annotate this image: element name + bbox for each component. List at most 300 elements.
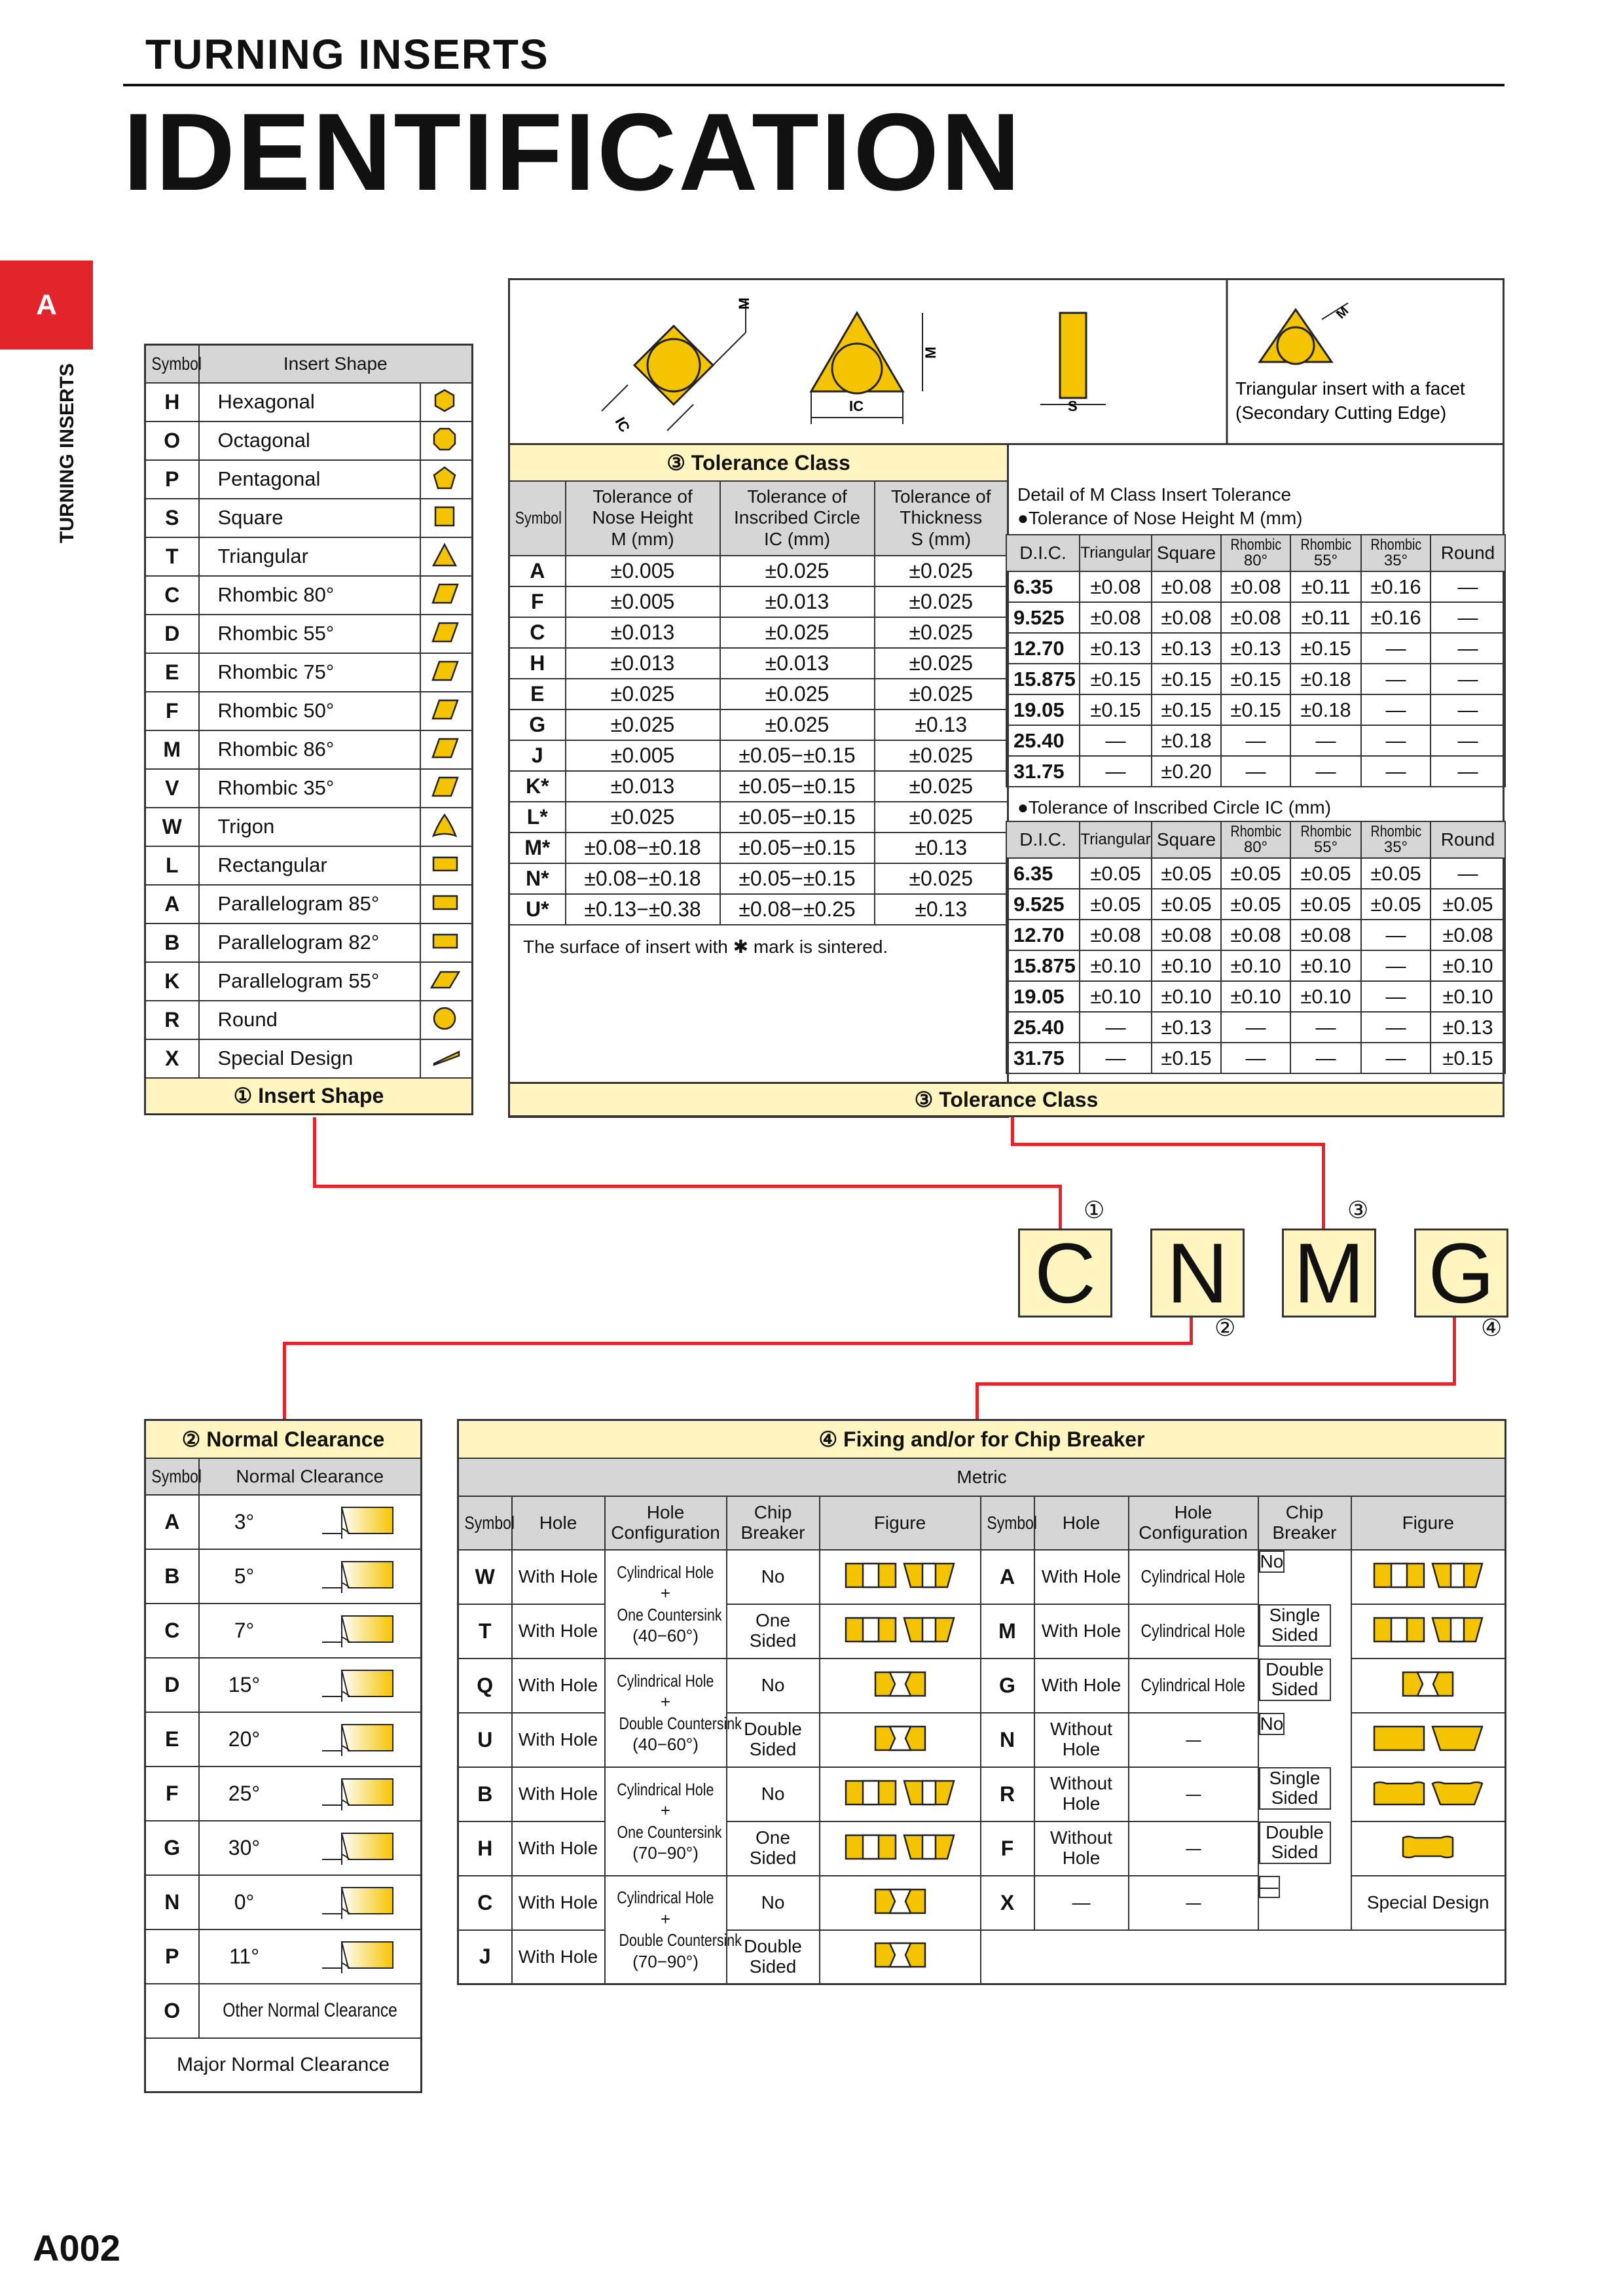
shape-symbol: K	[145, 962, 199, 1001]
fixing-chip-breaker: One Sided	[727, 1604, 820, 1659]
m-class-value: ±0.08	[1152, 571, 1221, 602]
fixing-chip-breaker: No	[1259, 1551, 1285, 1573]
insert-section-figure	[874, 1723, 926, 1754]
tolerance-value: ±0.005	[566, 556, 720, 586]
insert-section-figure	[1431, 1723, 1484, 1754]
m-class-value: ±0.11	[1290, 602, 1361, 633]
m-class-value: —	[1361, 633, 1431, 664]
fixing-chip-breaker: No	[727, 1767, 820, 1821]
table-row	[509, 679, 1008, 709]
table-row	[509, 863, 1008, 894]
fixing-hole-config: Cylindrical Hole + Double Countersink (70−90°)	[605, 1876, 727, 1984]
tolerance-value: ±0.013	[566, 771, 720, 802]
fixing-chip-breaker: No	[727, 1550, 820, 1604]
clearance-other: Other Normal Clearance	[199, 1984, 422, 2038]
tolerance-symbol: M*	[509, 833, 566, 863]
fixing-symbol: R	[981, 1767, 1034, 1821]
fixing-figure	[820, 1821, 981, 1876]
m-class-value: 25.40	[1006, 725, 1080, 756]
shape-icon-cell	[420, 846, 473, 885]
tolerance-symbol: F	[509, 586, 566, 617]
tolerance-value: ±0.025	[566, 709, 720, 740]
m-class-value: 12.70	[1006, 633, 1080, 664]
code-letter-box[interactable]: N	[1150, 1229, 1245, 1318]
shape-name: Trigon	[199, 808, 420, 846]
shape-icon-cell	[420, 808, 473, 846]
col-symbol: Symbol	[509, 481, 566, 556]
table-row	[145, 1821, 422, 1875]
tolerance-value: ±0.025	[720, 709, 875, 740]
clearance-angle: 7°	[199, 1604, 289, 1658]
rhombic-icon	[431, 774, 460, 800]
table-row	[145, 422, 473, 460]
m-class-value: —	[1361, 981, 1431, 1012]
clearance-angle-icon	[316, 1774, 394, 1810]
tolerance-class-table	[508, 443, 1009, 1118]
fixing-symbol: T	[458, 1604, 512, 1659]
tolerance-value: ±0.025	[720, 617, 875, 648]
fixing-chip-breaker: Double Sided	[1259, 1659, 1331, 1702]
sintered-note: The surface of insert with ✱ mark is sintered.	[509, 925, 1008, 1117]
col-insert-shape: Insert Shape	[199, 345, 473, 383]
m-class-col: Round	[1431, 821, 1505, 858]
connector-line	[976, 1382, 979, 1419]
shape-icon-cell	[420, 383, 473, 422]
rhombic-icon	[431, 696, 460, 723]
fixing-figure	[1351, 1767, 1506, 1821]
trigon-icon	[431, 812, 460, 838]
insert-section-figure	[1402, 1668, 1454, 1700]
fixing-chip-breaker: Double Sided	[727, 1930, 820, 1984]
m-class-value: ±0.15	[1431, 1043, 1505, 1073]
m-class-value: ±0.10	[1290, 981, 1361, 1012]
fixing-symbol: M	[981, 1604, 1034, 1659]
geometry-diagram-svg	[510, 280, 1506, 445]
m-class-value: ±0.13	[1431, 1012, 1505, 1043]
header-rule	[123, 84, 1504, 86]
col-hole: Hole	[1034, 1496, 1129, 1550]
insert-shape-footer: ① Insert Shape	[145, 1078, 473, 1115]
col-figure: Figure	[1351, 1496, 1506, 1550]
shape-symbol: R	[145, 1001, 199, 1039]
fixing-chip-breaker: No	[727, 1659, 820, 1713]
shape-symbol: E	[145, 653, 199, 692]
m-class-col: Rhombic 80°	[1221, 535, 1290, 571]
m-class-value: ±0.13	[1080, 633, 1152, 664]
fixing-figure	[820, 1550, 981, 1604]
m-class-ic-subtitle: ●Tolerance of Inscribed Circle IC (mm)	[1017, 797, 1332, 817]
clearance-symbol: O	[145, 1984, 199, 2038]
m-class-value: —	[1361, 1012, 1431, 1043]
insert-section-figure	[845, 1831, 897, 1863]
col-symbol: Symbol	[145, 1458, 199, 1495]
table-row	[509, 709, 1008, 740]
m-class-value: —	[1221, 756, 1290, 787]
table-row	[1006, 981, 1505, 1012]
m-class-nose-table	[1006, 534, 1506, 787]
tolerance-value: ±0.08−±0.18	[566, 863, 720, 894]
m-class-value: 19.05	[1006, 694, 1080, 725]
shape-icon-cell	[420, 576, 473, 615]
label-ic-2: IC	[849, 398, 864, 414]
insert-section-figure	[874, 1668, 926, 1700]
clearance-angle: 15°	[199, 1658, 289, 1712]
shape-icon-cell	[420, 653, 473, 692]
tolerance-value: ±0.025	[875, 740, 1008, 771]
m-class-value: ±0.05	[1221, 889, 1290, 920]
fixing-symbol: Q	[458, 1659, 512, 1713]
connector-line	[1453, 1312, 1456, 1386]
insert-section-figure	[1431, 1614, 1484, 1645]
shape-name: Parallelogram 55°	[199, 962, 420, 1001]
rectangle-icon	[431, 851, 460, 877]
table-row	[145, 460, 473, 499]
col-hole-config: Hole Configuration	[1129, 1496, 1258, 1550]
tolerance-value: ±0.013	[566, 617, 720, 648]
table-row	[1006, 694, 1505, 725]
tolerance-value: ±0.05−±0.15	[720, 863, 875, 894]
m-class-value: —	[1431, 858, 1505, 889]
m-class-value: 19.05	[1006, 981, 1080, 1012]
table-row	[145, 615, 473, 653]
clearance-symbol: D	[145, 1658, 199, 1712]
insert-section-figure	[903, 1614, 955, 1645]
m-class-value: —	[1290, 1043, 1361, 1073]
clearance-angle: 30°	[199, 1821, 289, 1875]
shape-symbol: B	[145, 924, 199, 962]
table-row	[145, 1929, 422, 1984]
table-row	[509, 617, 1008, 648]
table-row	[509, 740, 1008, 771]
table-row	[509, 556, 1008, 586]
clearance-angle-icon	[316, 1556, 394, 1593]
shape-name: Octagonal	[199, 422, 420, 460]
table-row	[509, 771, 1008, 802]
m-class-value: —	[1431, 633, 1505, 664]
m-class-value: —	[1361, 1043, 1431, 1073]
m-class-value: ±0.20	[1152, 756, 1221, 787]
fixing-figure	[820, 1767, 981, 1821]
m-class-col: D.I.C.	[1006, 821, 1080, 858]
m-class-value: ±0.15	[1152, 664, 1221, 694]
shape-icon-cell	[420, 460, 473, 499]
tolerance-value: ±0.013	[720, 648, 875, 679]
m-class-col: Square	[1152, 535, 1221, 571]
tolerance-value: ±0.05−±0.15	[720, 833, 875, 863]
table-row	[509, 648, 1008, 679]
shape-symbol: T	[145, 537, 199, 576]
table-row	[145, 1001, 473, 1039]
page-number: A002	[33, 2227, 120, 2269]
shape-icon-cell	[420, 615, 473, 653]
m-class-value: ±0.15	[1152, 694, 1221, 725]
code-marker: ③	[1347, 1196, 1369, 1223]
clearance-angle: 0°	[199, 1875, 289, 1929]
insert-section-figure	[1373, 1723, 1425, 1754]
col-normal-clearance: Normal Clearance	[199, 1458, 422, 1495]
fixing-hole-config: Cylindrical Hole	[1129, 1604, 1258, 1659]
square-icon	[431, 503, 460, 529]
m-class-value: —	[1221, 1043, 1290, 1073]
shape-icon-cell	[420, 692, 473, 730]
m-class-value: ±0.05	[1221, 858, 1290, 889]
m-class-header-row	[1006, 821, 1505, 858]
shape-name: Rhombic 35°	[199, 769, 420, 808]
table-row	[145, 730, 473, 769]
shape-name: Round	[199, 1001, 420, 1039]
m-class-col: Rhombic 55°	[1290, 535, 1361, 571]
tolerance-symbol: J	[509, 740, 566, 771]
shape-symbol: S	[145, 499, 199, 537]
shape-name: Rhombic 75°	[199, 653, 420, 692]
m-class-value: ±0.05	[1080, 889, 1152, 920]
clearance-angle-icon	[316, 1719, 394, 1756]
col-thickness: Tolerance of Thickness S (mm)	[875, 481, 1008, 556]
rhombic-icon	[431, 619, 460, 645]
tolerance-value: ±0.025	[566, 679, 720, 709]
m-class-value: ±0.05	[1361, 889, 1431, 920]
shape-symbol: P	[145, 460, 199, 499]
shape-icon-cell	[420, 537, 473, 576]
m-class-value: 6.35	[1006, 858, 1080, 889]
geometry-diagram	[508, 278, 1504, 443]
m-class-value: 9.525	[1006, 602, 1080, 633]
clearance-angle: 5°	[199, 1549, 289, 1604]
connector-line	[976, 1382, 1456, 1386]
clearance-angle: 20°	[199, 1712, 289, 1767]
m-class-value: —	[1431, 694, 1505, 725]
fixing-hole: With Hole	[512, 1767, 605, 1821]
m-class-value: —	[1290, 756, 1361, 787]
table-row	[1006, 1012, 1505, 1043]
m-class-value: ±0.05	[1152, 889, 1221, 920]
m-class-value: ±0.05	[1290, 858, 1361, 889]
tolerance-value: ±0.025	[566, 802, 720, 833]
tolerance-value: ±0.025	[875, 802, 1008, 833]
col-symbol: Symbol	[145, 345, 199, 383]
tolerance-value: ±0.13	[875, 709, 1008, 740]
m-class-value: ±0.10	[1221, 981, 1290, 1012]
shape-icon-cell	[420, 1039, 473, 1078]
triangle-icon	[431, 542, 460, 568]
col-symbol: Symbol	[458, 1496, 512, 1550]
label-m-1: M	[736, 297, 752, 310]
shape-symbol: C	[145, 576, 199, 615]
m-class-value: ±0.10	[1290, 950, 1361, 981]
tolerance-value: ±0.005	[566, 740, 720, 771]
table-row	[145, 537, 473, 576]
clearance-angle-icon	[316, 1611, 394, 1647]
m-class-value: ±0.18	[1290, 664, 1361, 694]
col-figure: Figure	[820, 1496, 981, 1550]
m-class-value: ±0.10	[1431, 950, 1505, 981]
tolerance-symbol: H	[509, 648, 566, 679]
table-row	[1006, 858, 1505, 889]
fixing-symbol: W	[458, 1550, 512, 1604]
tolerance-symbol: K*	[509, 771, 566, 802]
m-class-value: —	[1080, 756, 1152, 787]
shape-name: Triangular	[199, 537, 420, 576]
m-class-col: Rhombic 35°	[1361, 821, 1431, 858]
fixing-chip-breaker: No	[727, 1876, 820, 1930]
m-class-value: ±0.18	[1152, 725, 1221, 756]
side-label: TURNING INSERTS	[56, 363, 78, 543]
table-row	[145, 1767, 422, 1821]
code-letter-box[interactable]: M	[1282, 1229, 1376, 1318]
fixing-hole-config: —	[1129, 1767, 1258, 1821]
col-inscribed-circle: Tolerance of Inscribed Circle IC (mm)	[720, 481, 875, 556]
fixing-symbol: G	[981, 1659, 1034, 1713]
fixing-chip-breaker: Single Sided	[1259, 1767, 1331, 1810]
metric-label: Metric	[458, 1458, 1506, 1496]
shape-icon-cell	[420, 1001, 473, 1039]
m-class-value: ±0.10	[1152, 950, 1221, 981]
tolerance-value: ±0.025	[720, 679, 875, 709]
shape-symbol: H	[145, 383, 199, 422]
clearance-symbol: E	[145, 1712, 199, 1767]
m-class-value: ±0.13	[1152, 1012, 1221, 1043]
circle-icon	[431, 1005, 460, 1031]
m-class-value: ±0.15	[1290, 633, 1361, 664]
code-letter-box[interactable]: G	[1414, 1229, 1508, 1318]
tolerance-value: ±0.13	[875, 894, 1008, 925]
table-row	[145, 1875, 422, 1929]
hexagon-icon	[431, 387, 460, 414]
m-class-col: D.I.C.	[1006, 535, 1080, 571]
tolerance-value: ±0.025	[875, 556, 1008, 586]
clearance-angle-icon	[316, 1665, 394, 1702]
fixing-figure	[1351, 1821, 1506, 1876]
pentagon-icon	[431, 465, 460, 491]
label-s: S	[1068, 398, 1078, 414]
connector-line	[283, 1342, 286, 1419]
col-chip-breaker: Chip Breaker	[727, 1496, 820, 1550]
m-class-value: ±0.10	[1431, 981, 1505, 1012]
tolerance-value: ±0.13	[875, 833, 1008, 863]
thickness-figure	[1040, 313, 1106, 404]
m-class-value: ±0.15	[1080, 694, 1152, 725]
table-row	[145, 383, 473, 422]
clearance-angle-icon	[316, 1828, 394, 1865]
m-class-col: Rhombic 80°	[1221, 821, 1290, 858]
shape-name: Rhombic 80°	[199, 576, 420, 615]
table-row	[1006, 889, 1505, 920]
m-class-value: —	[1361, 920, 1431, 950]
table-row	[145, 1658, 422, 1712]
shape-symbol: X	[145, 1039, 199, 1078]
insert-section-figure	[1402, 1831, 1454, 1863]
fixing-hole-config: Cylindrical Hole + One Countersink (40−60°)	[605, 1550, 727, 1659]
fixing-figure	[1351, 1713, 1506, 1767]
fixing-chip-breaker: Double Sided	[727, 1713, 820, 1767]
m-class-value: —	[1431, 602, 1505, 633]
normal-clearance-table	[144, 1419, 422, 2093]
m-class-value: —	[1080, 725, 1152, 756]
m-class-value: ±0.05	[1080, 858, 1152, 889]
code-letter-box[interactable]: C	[1018, 1229, 1112, 1318]
m-class-value: —	[1361, 694, 1431, 725]
insert-section-figure	[845, 1614, 897, 1645]
m-class-value: —	[1221, 725, 1290, 756]
tolerance-symbol: A	[509, 556, 566, 586]
insert-section-figure	[903, 1560, 955, 1591]
m-class-value: ±0.08	[1080, 571, 1152, 602]
shape-name: Parallelogram 85°	[199, 885, 420, 924]
fixing-hole: With Hole	[512, 1876, 605, 1930]
fixing-chip-breaker: Single Sided	[1259, 1604, 1331, 1647]
m-class-header-row	[1006, 535, 1505, 571]
fixing-figure	[1351, 1604, 1506, 1659]
insert-section-figure	[874, 1939, 926, 1971]
m-class-value: ±0.08	[1080, 602, 1152, 633]
m-class-value: —	[1361, 664, 1431, 694]
rhombic-icon	[431, 658, 460, 684]
side-tab[interactable]: A	[0, 260, 93, 350]
col-nose-height: Tolerance of Nose Height M (mm)	[566, 481, 720, 556]
fixing-chip-breaker-table	[457, 1419, 1506, 1985]
fixing-hole: With Hole	[512, 1930, 605, 1984]
fixing-hole-config: —	[1129, 1821, 1258, 1876]
label-m-3: M	[1333, 304, 1352, 322]
shape-symbol: V	[145, 769, 199, 808]
tolerance-symbol: U*	[509, 894, 566, 925]
tolerance-value: ±0.025	[875, 771, 1008, 802]
tolerance-value: ±0.08−±0.18	[566, 833, 720, 863]
m-class-value: 25.40	[1006, 1012, 1080, 1043]
m-class-value: 9.525	[1006, 889, 1080, 920]
connector-line	[1322, 1143, 1325, 1232]
m-class-value: —	[1361, 756, 1431, 787]
fixing-hole: With Hole	[512, 1604, 605, 1659]
tolerance-value: ±0.025	[875, 863, 1008, 894]
m-class-value: —	[1290, 1012, 1361, 1043]
fixing-figure	[820, 1930, 981, 1984]
insert-section-figure	[1373, 1614, 1425, 1645]
table-row	[509, 802, 1008, 833]
triangle-insert-figure	[811, 313, 922, 424]
m-class-value: 15.875	[1006, 664, 1080, 694]
shape-name: Rhombic 55°	[199, 615, 420, 653]
table-row	[458, 1767, 1506, 1821]
table-row	[145, 769, 473, 808]
fixing-hole: —	[1034, 1876, 1129, 1930]
rectangle-icon	[431, 889, 460, 916]
table-row	[458, 1550, 1506, 1604]
label-m-2: M	[922, 346, 939, 359]
fixing-hole: Without Hole	[1034, 1713, 1129, 1767]
m-class-value: ±0.08	[1221, 602, 1290, 633]
table-row	[145, 846, 473, 885]
tolerance-value: ±0.025	[720, 556, 875, 586]
shape-name: Special Design	[199, 1039, 420, 1078]
shape-name: Parallelogram 82°	[199, 924, 420, 962]
shape-icon-cell	[420, 499, 473, 537]
octagon-icon	[431, 426, 460, 452]
shape-name: Rhombic 86°	[199, 730, 420, 769]
clearance-symbol: A	[145, 1495, 199, 1549]
fixing-symbol: N	[981, 1713, 1034, 1767]
col-hole: Hole	[512, 1496, 605, 1550]
m-class-value: 6.35	[1006, 571, 1080, 602]
tolerance-class-title: ③ Tolerance Class	[509, 444, 1008, 481]
shape-icon-cell	[420, 924, 473, 962]
insert-section-figure	[1431, 1560, 1484, 1591]
fixing-chip-breaker: Double Sided	[1259, 1821, 1331, 1865]
clearance-symbol: C	[145, 1604, 199, 1658]
tolerance-symbol: G	[509, 709, 566, 740]
table-row	[145, 885, 473, 924]
clearance-symbol: N	[145, 1875, 199, 1929]
